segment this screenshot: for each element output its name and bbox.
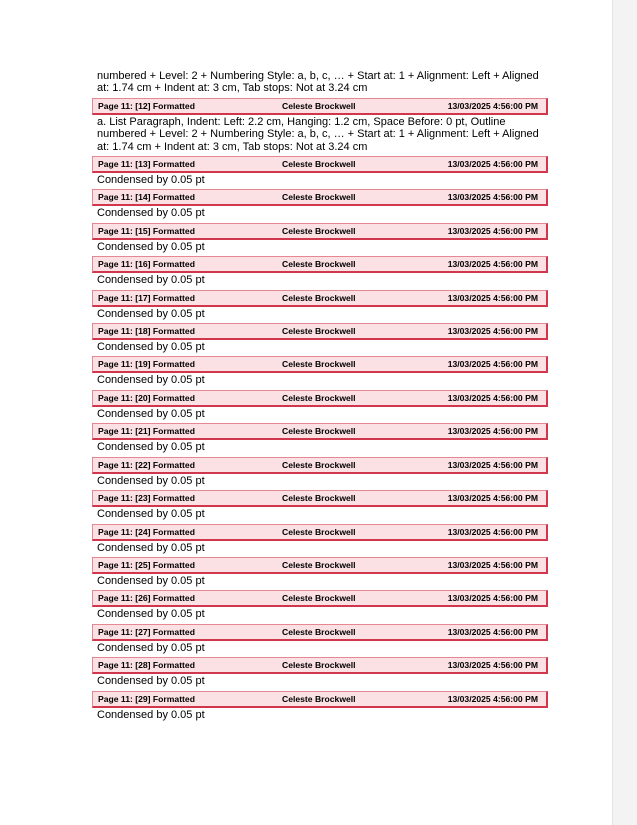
revision-author: Celeste Brockwell — [282, 292, 356, 303]
revision-author: Celeste Brockwell — [282, 159, 356, 170]
revision-date: 13/03/2025 4:56:00 PM — [447, 593, 538, 604]
revision-date: 13/03/2025 4:56:00 PM — [447, 100, 538, 111]
revision-header — [92, 524, 548, 541]
revision-date: 13/03/2025 4:56:00 PM — [447, 326, 538, 337]
revision-page-label: Page 11: [28] Formatted — [98, 660, 195, 671]
revision-author: Celeste Brockwell — [282, 559, 356, 570]
revision-date: 13/03/2025 4:56:00 PM — [447, 292, 538, 303]
revision-page-label: Page 11: [20] Formatted — [98, 392, 195, 403]
revision-description: Condensed by 0.05 pt — [97, 341, 205, 354]
revision-header — [92, 691, 548, 708]
revision-page-label: Page 11: [19] Formatted — [98, 359, 195, 370]
revision-author: Celeste Brockwell — [282, 493, 356, 504]
revision-entry — [92, 356, 548, 389]
revision-date: 13/03/2025 4:56:00 PM — [447, 493, 538, 504]
revision-date: 13/03/2025 4:56:00 PM — [447, 159, 538, 170]
revision-entry — [92, 590, 548, 623]
revision-page-label: Page 11: [14] Formatted — [98, 192, 195, 203]
revision-author: Celeste Brockwell — [282, 526, 356, 537]
scrollbar-track[interactable] — [612, 0, 637, 825]
revision-description: Condensed by 0.05 pt — [97, 541, 205, 554]
revision-page-label: Page 11: [16] Formatted — [98, 259, 195, 270]
revision-author: Celeste Brockwell — [282, 100, 356, 111]
revision-entry — [92, 323, 548, 356]
revision-header — [92, 356, 548, 373]
revision-author: Celeste Brockwell — [282, 259, 356, 270]
revision-header — [92, 189, 548, 206]
revision-author: Celeste Brockwell — [282, 459, 356, 470]
revision-description: Condensed by 0.05 pt — [97, 441, 205, 454]
revision-entry — [92, 624, 548, 657]
revision-entry — [92, 423, 548, 456]
revision-header — [92, 390, 548, 407]
revision-page-label: Page 11: [17] Formatted — [98, 292, 195, 303]
revision-header — [92, 223, 548, 240]
revision-description: Condensed by 0.05 pt — [97, 641, 205, 654]
revision-author: Celeste Brockwell — [282, 225, 356, 236]
revision-entry — [92, 223, 548, 256]
revision-author: Celeste Brockwell — [282, 192, 356, 203]
revision-page-label: Page 11: [21] Formatted — [98, 426, 195, 437]
revision-description: Condensed by 0.05 pt — [97, 574, 205, 587]
revision-date: 13/03/2025 4:56:00 PM — [447, 225, 538, 236]
revision-author: Celeste Brockwell — [282, 326, 356, 337]
revision-page-label: Page 11: [12] Formatted — [98, 100, 195, 111]
revision-header — [92, 290, 548, 307]
revision-author: Celeste Brockwell — [282, 593, 356, 604]
revision-date: 13/03/2025 4:56:00 PM — [447, 259, 538, 270]
revision-author: Celeste Brockwell — [282, 426, 356, 437]
intro-text: numbered + Level: 2 + Numbering Style: a, b, c, … + Start at: 1 + Alignment: Left + Aligned at: 1.74 cm + Indent at: 3 cm, Tab stops: Not at 3.24 cm — [97, 70, 539, 95]
revision-header — [92, 557, 548, 574]
revision-date: 13/03/2025 4:56:00 PM — [447, 392, 538, 403]
revision-date: 13/03/2025 4:56:00 PM — [447, 693, 538, 704]
revision-description: Condensed by 0.05 pt — [97, 240, 205, 253]
revision-date: 13/03/2025 4:56:00 PM — [447, 192, 538, 203]
revision-entry — [92, 657, 548, 690]
revision-author: Celeste Brockwell — [282, 626, 356, 637]
revision-description: Condensed by 0.05 pt — [97, 407, 205, 420]
revision-header — [92, 156, 548, 173]
revision-page-label: Page 11: [26] Formatted — [98, 593, 195, 604]
revision-author: Celeste Brockwell — [282, 660, 356, 671]
revision-list — [92, 70, 548, 724]
revision-entry — [92, 189, 548, 222]
revision-header — [92, 590, 548, 607]
revision-description: Condensed by 0.05 pt — [97, 708, 205, 721]
revision-description: Condensed by 0.05 pt — [97, 374, 205, 387]
revision-page-label: Page 11: [15] Formatted — [98, 225, 195, 236]
revision-page-label: Page 11: [29] Formatted — [98, 693, 195, 704]
revision-page-label: Page 11: [23] Formatted — [98, 493, 195, 504]
revision-author: Celeste Brockwell — [282, 359, 356, 370]
revision-entry — [92, 490, 548, 523]
revision-date: 13/03/2025 4:56:00 PM — [447, 660, 538, 671]
revision-header — [92, 423, 548, 440]
revision-description: Condensed by 0.05 pt — [97, 307, 205, 320]
revision-page-label: Page 11: [24] Formatted — [98, 526, 195, 537]
revision-entry — [92, 98, 548, 156]
revision-header — [92, 256, 548, 273]
revision-entry — [92, 390, 548, 423]
revision-description: Condensed by 0.05 pt — [97, 675, 205, 688]
revision-entry — [92, 691, 548, 724]
revision-date: 13/03/2025 4:56:00 PM — [447, 459, 538, 470]
revision-entry — [92, 457, 548, 490]
revision-entry — [92, 290, 548, 323]
revision-date: 13/03/2025 4:56:00 PM — [447, 626, 538, 637]
revision-header — [92, 323, 548, 340]
revision-entries — [92, 98, 548, 724]
revision-page-label: Page 11: [25] Formatted — [98, 559, 195, 570]
revision-date: 13/03/2025 4:56:00 PM — [447, 426, 538, 437]
revision-page-label: Page 11: [18] Formatted — [98, 326, 195, 337]
revision-header — [92, 98, 548, 115]
revision-header — [92, 657, 548, 674]
revision-header — [92, 624, 548, 641]
revision-author: Celeste Brockwell — [282, 392, 356, 403]
revision-date: 13/03/2025 4:56:00 PM — [447, 559, 538, 570]
revision-description: Condensed by 0.05 pt — [97, 207, 205, 220]
revision-entry — [92, 557, 548, 590]
revision-description: Condensed by 0.05 pt — [97, 174, 205, 187]
revision-date: 13/03/2025 4:56:00 PM — [447, 359, 538, 370]
revision-description: Condensed by 0.05 pt — [97, 608, 205, 621]
revision-description: Condensed by 0.05 pt — [97, 508, 205, 521]
revision-author: Celeste Brockwell — [282, 693, 356, 704]
revision-date: 13/03/2025 4:56:00 PM — [447, 526, 538, 537]
revision-page-label: Page 11: [13] Formatted — [98, 159, 195, 170]
revision-page-label: Page 11: [22] Formatted — [98, 459, 195, 470]
revision-description: a. List Paragraph, Indent: Left: 2.2 cm, Hanging: 1.2 cm, Space Before: 0 pt, Outline numbered + Level: 2 + Numbering Style: a, b, c, … + Start at: 1 + Alignment: Left + Aligned at: 1.74 cm + Indent at: 3 cm, Tab stops: Not at 3.24 cm — [97, 115, 539, 153]
revision-description: Condensed by 0.05 pt — [97, 274, 205, 287]
revision-header — [92, 457, 548, 474]
revision-entry — [92, 524, 548, 557]
revision-entry — [92, 256, 548, 289]
revision-header — [92, 490, 548, 507]
revision-description: Condensed by 0.05 pt — [97, 474, 205, 487]
revision-entry — [92, 156, 548, 189]
revision-page-label: Page 11: [27] Formatted — [98, 626, 195, 637]
